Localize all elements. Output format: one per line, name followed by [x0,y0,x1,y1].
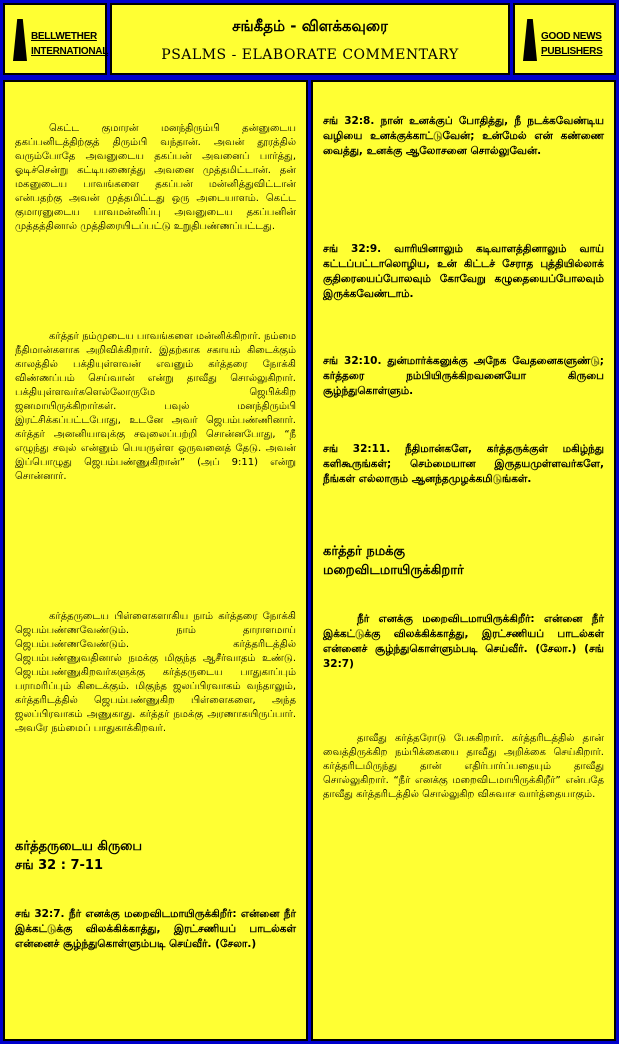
right-para-last-wrap [323,732,604,802]
left-para-1 [15,122,296,234]
book-icon [523,19,537,61]
bellwether-logo-line1: BELLWETHER [31,31,97,42]
right-quote-wrap [323,612,604,672]
verse-32-10: சங் 32:10. துன்மார்க்கனுக்கு அநேக வேதனைகளுண்டு; கர்த்தரை நம்பியிருக்கிறவனையோ கிருபை சூழ்ந்துகொள்ளும். [323,355,604,397]
right-column [311,80,616,1041]
right-verse-8-wrap [323,114,604,159]
right-verse-11-wrap [323,442,604,487]
left-column [3,80,308,1041]
bellwether-logo [11,15,109,65]
bellwether-logo-box [3,3,107,75]
left-paragraph-1: கெட்ட குமாரன் மனந்திரும்பி தன்னுடைய தகப்பனிடத்திற்குத் திரும்பி வந்தான். அவன் தூரத்தில் வரும்போதே அவனுடைய தகப்பன் அவனைப் பார்த்து, ஓடிச்சென்று கட்டியணைத்து அவனை முத்தமிட்டான். தன் மகனுடைய பாவங்களை தகப்பன் மன்னித்துவிட்டான் என்பதற்கு அவன் முத்தமிட்டது ஒரு அடையாளம். கெட்ட குமாரனுடைய பாவமன்னிப்பு அவனுடைய தகப்பனின் முத்தத்தினால் முத்திரையிடப்பட்டு உறுதிபண்ணப்பட்டது. [15,123,296,232]
verse-32-9: சங் 32:9. வாரியினாலும் கடிவாளத்தினாலும் வாய் கட்டப்பட்டாலொழிய, உன் கிட்டச் சேராத புத்தியில்லாக் குதிரையைப்போலவும் கோவேறு கழுதையைப்போலவும் இருக்கவேண்டாம். [323,243,604,300]
verse-quote: நீர் எனக்கு மறைவிடமாயிருக்கிறீர்: என்னை நீர் இக்கட்டுக்கு விலக்கிக்காத்து, இரட்சணியப் பாடல்கள் என்னைச் சூழ்ந்துகொள்ளும்படி செய்வீர். (சேலா.) (சங் 32:7) [323,613,604,670]
section-heading-grace: கர்த்தருடைய கிருபை [15,839,143,854]
good-news-logo-line2: PUBLISHERS [541,46,603,57]
section-heading-refuge: கர்த்தர் நமக்கு [323,544,405,559]
good-news-logo [521,15,611,65]
right-paragraph-last: தாவீது கர்த்தரோடு பேசுகிறார். கர்த்தரிடத்தில் தான் வைத்திருக்கிற நம்பிக்கையை தாவீது அறிக்கை செய்கிறார். கர்த்தரிடமிருந்து தான் எதிர்பார்ப்பதையும் தாவீது சொல்லுகிறார். “நீர் எனக்கு மறைவிடமாயிருக்கிறீர்” என்பதே தாவீது கர்த்தரிடத்தில் சொல்லுகிற விசுவாச வார்த்தையாகும். [323,733,604,800]
right-verse-9-wrap [323,242,604,302]
right-verse-10-wrap [323,354,604,399]
section-heading-grace-ref: சங் 32 : 7-11 [15,858,103,873]
left-verse-7-wrap [15,907,296,952]
good-news-logo-line1: GOOD NEWS [541,31,602,42]
title-tamil: சங்கீதம் - விளக்கவுரை [232,17,388,35]
tower-icon [13,19,27,61]
left-heading [15,837,296,875]
verse-32-11: சங் 32:11. நீதிமான்களே, கர்த்தருக்குள் மகிழ்ந்து களிகூருங்கள்; செம்மையான இருதயமுள்ளவர்களே, நீங்கள் எல்லாரும் ஆனந்தமுழக்கமிடுங்கள். [323,443,604,485]
left-paragraph-3: கர்த்தருடைய பிள்ளைகளாகிய நாம் கர்த்தரை நோக்கி ஜெபம்பண்ணவேண்டும். நாம் தாராளமாய் ஜெபம்பண்ணவேண்டும். கர்த்தரிடத்தில் ஜெபம்பண்ணுவதினால் நமக்கு மிகுந்த ஆசீர்வாதம் உண்டு. ஜெபம்பண்ணுகிறவர்களுக்கு கர்த்தருடைய பாதுகாப்பும் பராமரிப்பும் கிடைக்கும். மிகுந்த ஜலப்பிரவாகம் வந்தாலும், கர்த்தரிடத்தில் ஜெபம்பண்ணுகிற பிள்ளைகளை, அந்த ஜலப்பிரவாகம் அணுகாது. கர்த்தர் நமக்கு அரணாகயிருப்பார். அவரே நம்மைப் பாதுகாக்கிறவர். [15,611,296,734]
title-english: PSALMS - ELABORATE COMMENTARY [161,47,459,63]
left-paragraph-2: கர்த்தர் நம்முடைய பாவங்களை மன்னிக்கிறார். நம்மை நீதிமான்களாக அறிவிக்கிறார். இதற்காக சகாயம் கிடைக்கும் காலத்தில் பக்தியுள்ளவன் எவனும் கர்த்தரை நோக்கி விண்ணப்பம் செய்வான் என்று தாவீது சொல்லுகிறார். பக்தியுள்ளவர்களெல்லோருமே ஜெபிக்கிற ஜனமாயிருக்கிறார்கள். பவுல் மனந்திரும்பி இரட்சிக்கப்பட்டபோது, உடனே அவர் ஜெபம்பண்ணினார். கர்த்தர் அனனியாவுக்கு சவுலைப்பற்றி சொன்னபோது, “நீ எழுந்து சவுல் என்னும் பெயருள்ள ஒருவனைத் தேடு. அவன் இப்பொழுது ஜெபம்பண்ணுகிறான்” (அப் 9:11) என்று சொன்னார். [15,331,296,482]
bellwether-logo-line2: INTERNATIONAL [31,46,109,57]
section-heading-refuge-2: மறைவிடமாயிருக்கிறார் [323,563,464,578]
verse-32-7: சங் 32:7. நீர் எனக்கு மறைவிடமாயிருக்கிறீர்: என்னை நீர் இக்கட்டுக்கு விலக்கிக்காத்து, இரட்சணியப் பாடல்கள் என்னைச் சூழ்ந்துகொள்ளும்படி செய்வீர். (சேலா.) [15,908,296,950]
left-para-3-wrap [15,610,296,736]
good-news-logo-box [513,3,616,75]
title-box [110,3,510,75]
verse-32-8: சங் 32:8. நான் உனக்குப் போதித்து, நீ நடக்கவேண்டிய வழியை உனக்குக்காட்டுவேன்; உன்மேல் என் கண்ணை வைத்து, உனக்கு ஆலோசனை சொல்லுவேன். [323,115,604,157]
right-heading [323,542,604,580]
left-para-2-wrap [15,330,296,484]
